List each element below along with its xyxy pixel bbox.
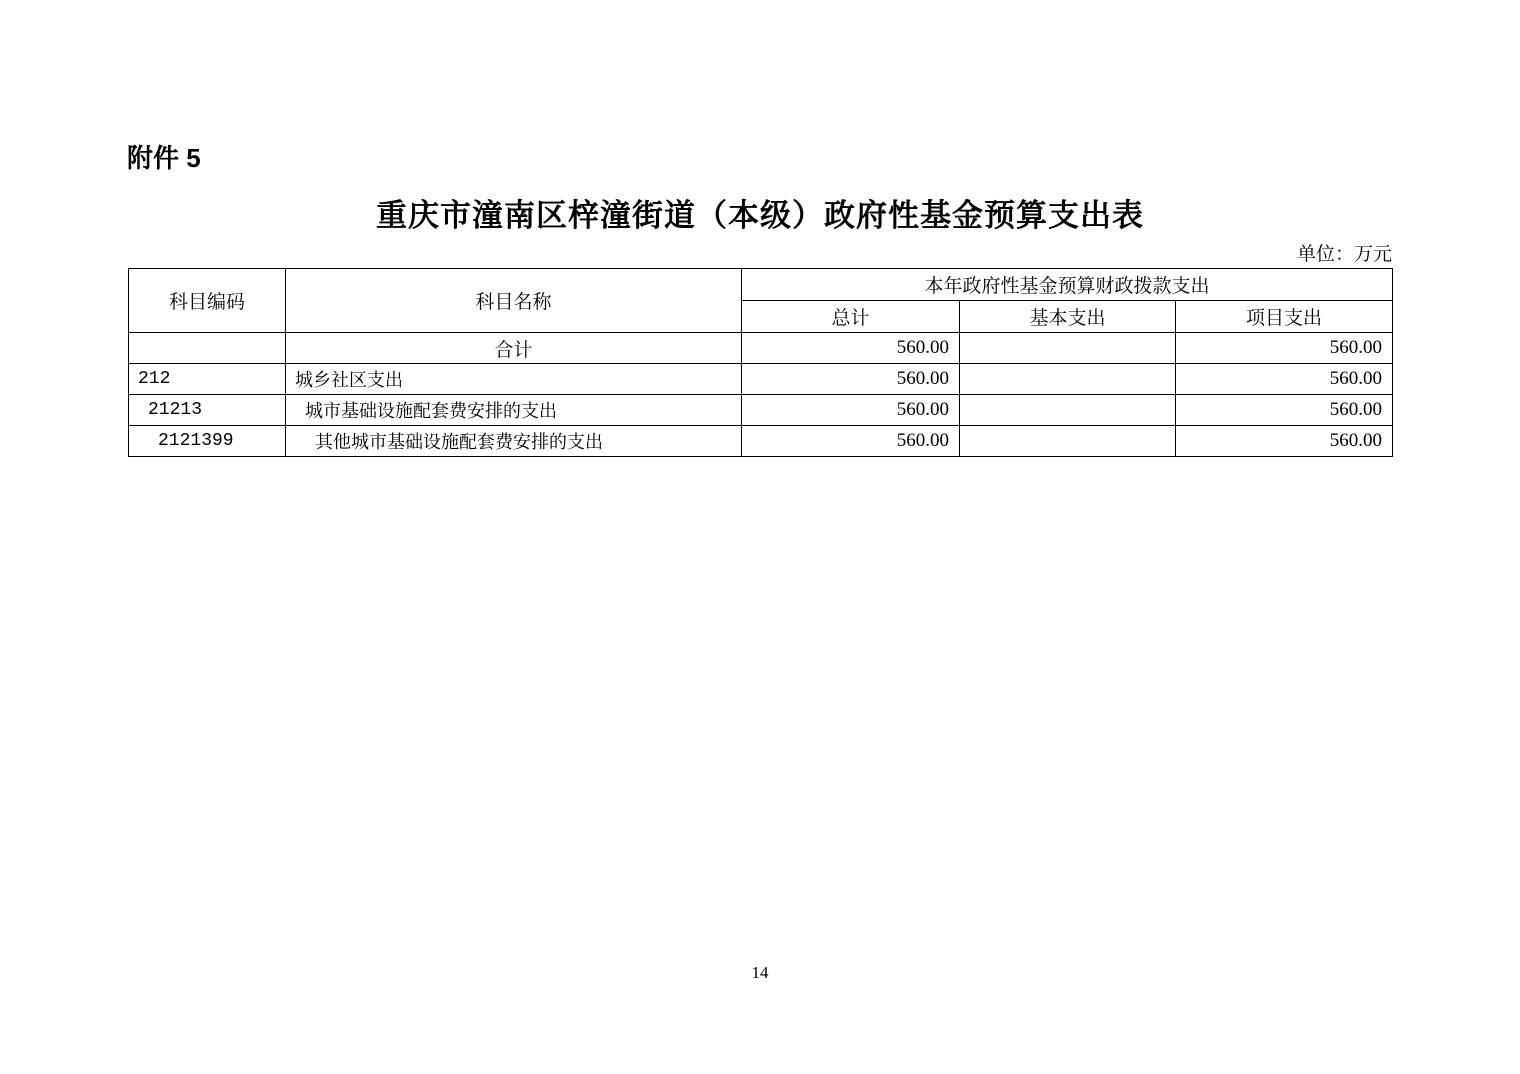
table-row <box>129 395 1393 426</box>
cell-project: 560.00 <box>1176 426 1393 457</box>
budget-table <box>128 268 1393 457</box>
cell-total: 560.00 <box>742 364 960 395</box>
cell-basic <box>960 364 1176 395</box>
cell-project: 560.00 <box>1176 364 1393 395</box>
cell-basic <box>960 333 1176 364</box>
cell-total: 560.00 <box>742 333 960 364</box>
page-number: 14 <box>751 963 769 982</box>
cell-total: 560.00 <box>742 395 960 426</box>
cell-code <box>129 333 286 364</box>
table-header-row-1 <box>129 269 1393 301</box>
header-subject-code: 科目编码 <box>129 269 286 333</box>
table-row-total <box>129 333 1393 364</box>
cell-name: 城乡社区支出 <box>286 364 742 395</box>
cell-code: 21213 <box>129 395 286 426</box>
cell-project: 560.00 <box>1176 395 1393 426</box>
cell-name: 城市基础设施配套费安排的支出 <box>286 395 742 426</box>
cell-name: 其他城市基础设施配套费安排的支出 <box>286 426 742 457</box>
page-title: 重庆市潼南区梓潼街道（本级）政府性基金预算支出表 <box>376 198 1144 233</box>
table-row <box>129 426 1393 457</box>
cell-code: 212 <box>129 364 286 395</box>
header-subject-name: 科目名称 <box>286 269 742 333</box>
header-project-expenditure: 项目支出 <box>1176 301 1393 333</box>
cell-basic <box>960 426 1176 457</box>
header-total: 总计 <box>742 301 960 333</box>
header-group-fund-expenditure: 本年政府性基金预算财政拨款支出 <box>742 269 1393 301</box>
cell-name: 合计 <box>286 333 742 364</box>
cell-project: 560.00 <box>1176 333 1393 364</box>
cell-basic <box>960 395 1176 426</box>
table-row <box>129 364 1393 395</box>
header-basic-expenditure: 基本支出 <box>960 301 1176 333</box>
cell-code: 2121399 <box>129 426 286 457</box>
unit-label: 单位：万元 <box>1296 244 1392 265</box>
cell-total: 560.00 <box>742 426 960 457</box>
attachment-label: 附件 5 <box>127 143 201 173</box>
